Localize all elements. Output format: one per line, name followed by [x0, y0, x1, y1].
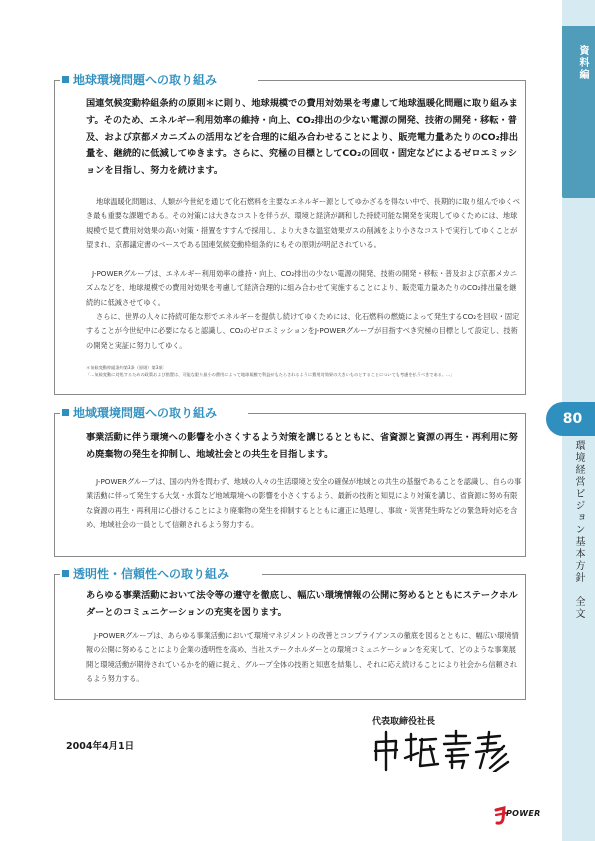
paragraph: J-POWERグループは、国の内外を問わず、地域の人々の生活環境と安全の確保が地域との共生の基盤であることを認識し、自らの事業活動に伴って発生する大気・水質など地域環境への影響を小さくするよう、最新の技術と知見により対策を講じ、省資源に努め有限な資源の再生・再利用に心掛けることにより廃棄物の発生を抑制するとともに適正に処理し、事故・災害発生時などの緊急時対応を含め、地域社会の一員として信頼されるよう努力する。	[86, 477, 522, 530]
square-bullet-icon	[62, 409, 69, 416]
section-lead-transparency: あらゆる事業活動において法令等の遵守を徹底し、幅広い環境情報の公開に努めるとともにステークホルダーとのコミュニケーションの充実を図ります。	[86, 590, 518, 618]
section-heading-text: 地域環境問題への取り組み	[73, 406, 218, 420]
square-bullet-icon	[62, 76, 69, 83]
vertical-section-title-text: 環境経営ビジョン基本方針 全文	[573, 440, 584, 620]
handwritten-signature	[372, 728, 522, 772]
vertical-section-title	[562, 440, 595, 630]
appendix-tab-label: 資料編	[577, 45, 588, 81]
section-heading-transparency	[60, 566, 262, 582]
page-number-badge: 80	[546, 402, 595, 436]
section-heading-local	[60, 405, 248, 421]
square-bullet-icon	[62, 570, 69, 577]
footnote-title: ＊気候変動枠組条約第3条（原則）第3項：	[86, 365, 167, 370]
logo-wordmark: POWER	[506, 809, 541, 818]
paragraph: J-POWERグループは、あらゆる事業活動において環境マネジメントの改善とコンプライアンスの徹底を図るとともに、幅広い環境情報の公開に努めることにより企業の透明性を高め、当社ステークホルダーとの環境コミュニケーションを充実して、どのような事業展開と環境活動が期待されているかを的確に捉え、グループ全体の技術と知恵を結集し、それに応え続けることにより社会から信頼されるよう努力する。	[86, 631, 519, 684]
signer-title: 代表取締役社長	[372, 717, 436, 727]
paragraph: 地球温暖化問題は、人類が今世紀を通じて化石燃料を主要なエネルギー源としてゆかざるを得ない中で、長期的に取り組んでゆくべき最も重要な課題である。その対策には大きなコストを伴うが、環境と経済が調和した持続可能な開発を実現してゆくためには、地球規模で見て費用対効果の高い対策・措置をすすんで採用し、より大きな温室効果ガスの削減をより小さなコストで実行してゆくことが望まれ、京都議定書のベースである国連気候変動枠組条約にもその原則が明記されている。	[86, 197, 520, 250]
section-lead-global: 国連気候変動枠組条約の原則＊に則り、地球規模での費用対効果を考慮して地球温暖化問題に取り組みます。そのため、エネルギー利用効率の維持・向上、CO₂排出の少ない電源の開発、技術の開発・移転・普及、および京都メカニズムの活用などを合理的に組み合わせることにより、販売電力量あたりのCO₂排出量を、継続的に低減してゆきます。さらに、究極の目標としてCO₂の回収・固定などによるゼロエミッションを目指し、努力を続けます。	[86, 98, 519, 177]
section-heading-global	[60, 72, 258, 88]
section-heading-text: 地球環境問題への取り組み	[73, 73, 218, 87]
footnote-body: 「…気候変動に対処するための政策および措置は、可能な限り最小の費用によって地球規模で利益がもたらされるように費用対効果の大きいものとすることについても考慮を払うべきである。…」	[86, 372, 455, 377]
paragraph: さらに、世界の人々に持続可能な形でエネルギーを提供し続けてゆくためには、化石燃料の燃焼によって発生するCO₂を回収・固定することが今世紀中に必要になると認識し、CO₂のゼロエミッションをJ-POWERグループが目指すべき究極の目標として設定し、技術の開発と実証に努力してゆく。	[86, 312, 520, 350]
section-lead-local: 事業活動に伴う環境への影響を小さくするよう対策を講じるとともに、省資源と資源の再生・再利用に努め廃棄物の発生を抑制し、地域社会との共生を目指します。	[86, 432, 518, 460]
paragraph: J-POWERグループは、エネルギー利用効率の維持・向上、CO₂排出の少ない電源の開発、技術の開発・移転・普及および京都メカニズムなどを、地球規模での費用対効果を考慮して経済合理的に組み合わせて実施することにより、販売電力量あたりのCO₂排出量を継続的に低減させてゆく。	[86, 269, 518, 307]
section-heading-text: 透明性・信頼性への取り組み	[73, 567, 230, 581]
issue-date: 2004年4月1日	[66, 741, 135, 752]
